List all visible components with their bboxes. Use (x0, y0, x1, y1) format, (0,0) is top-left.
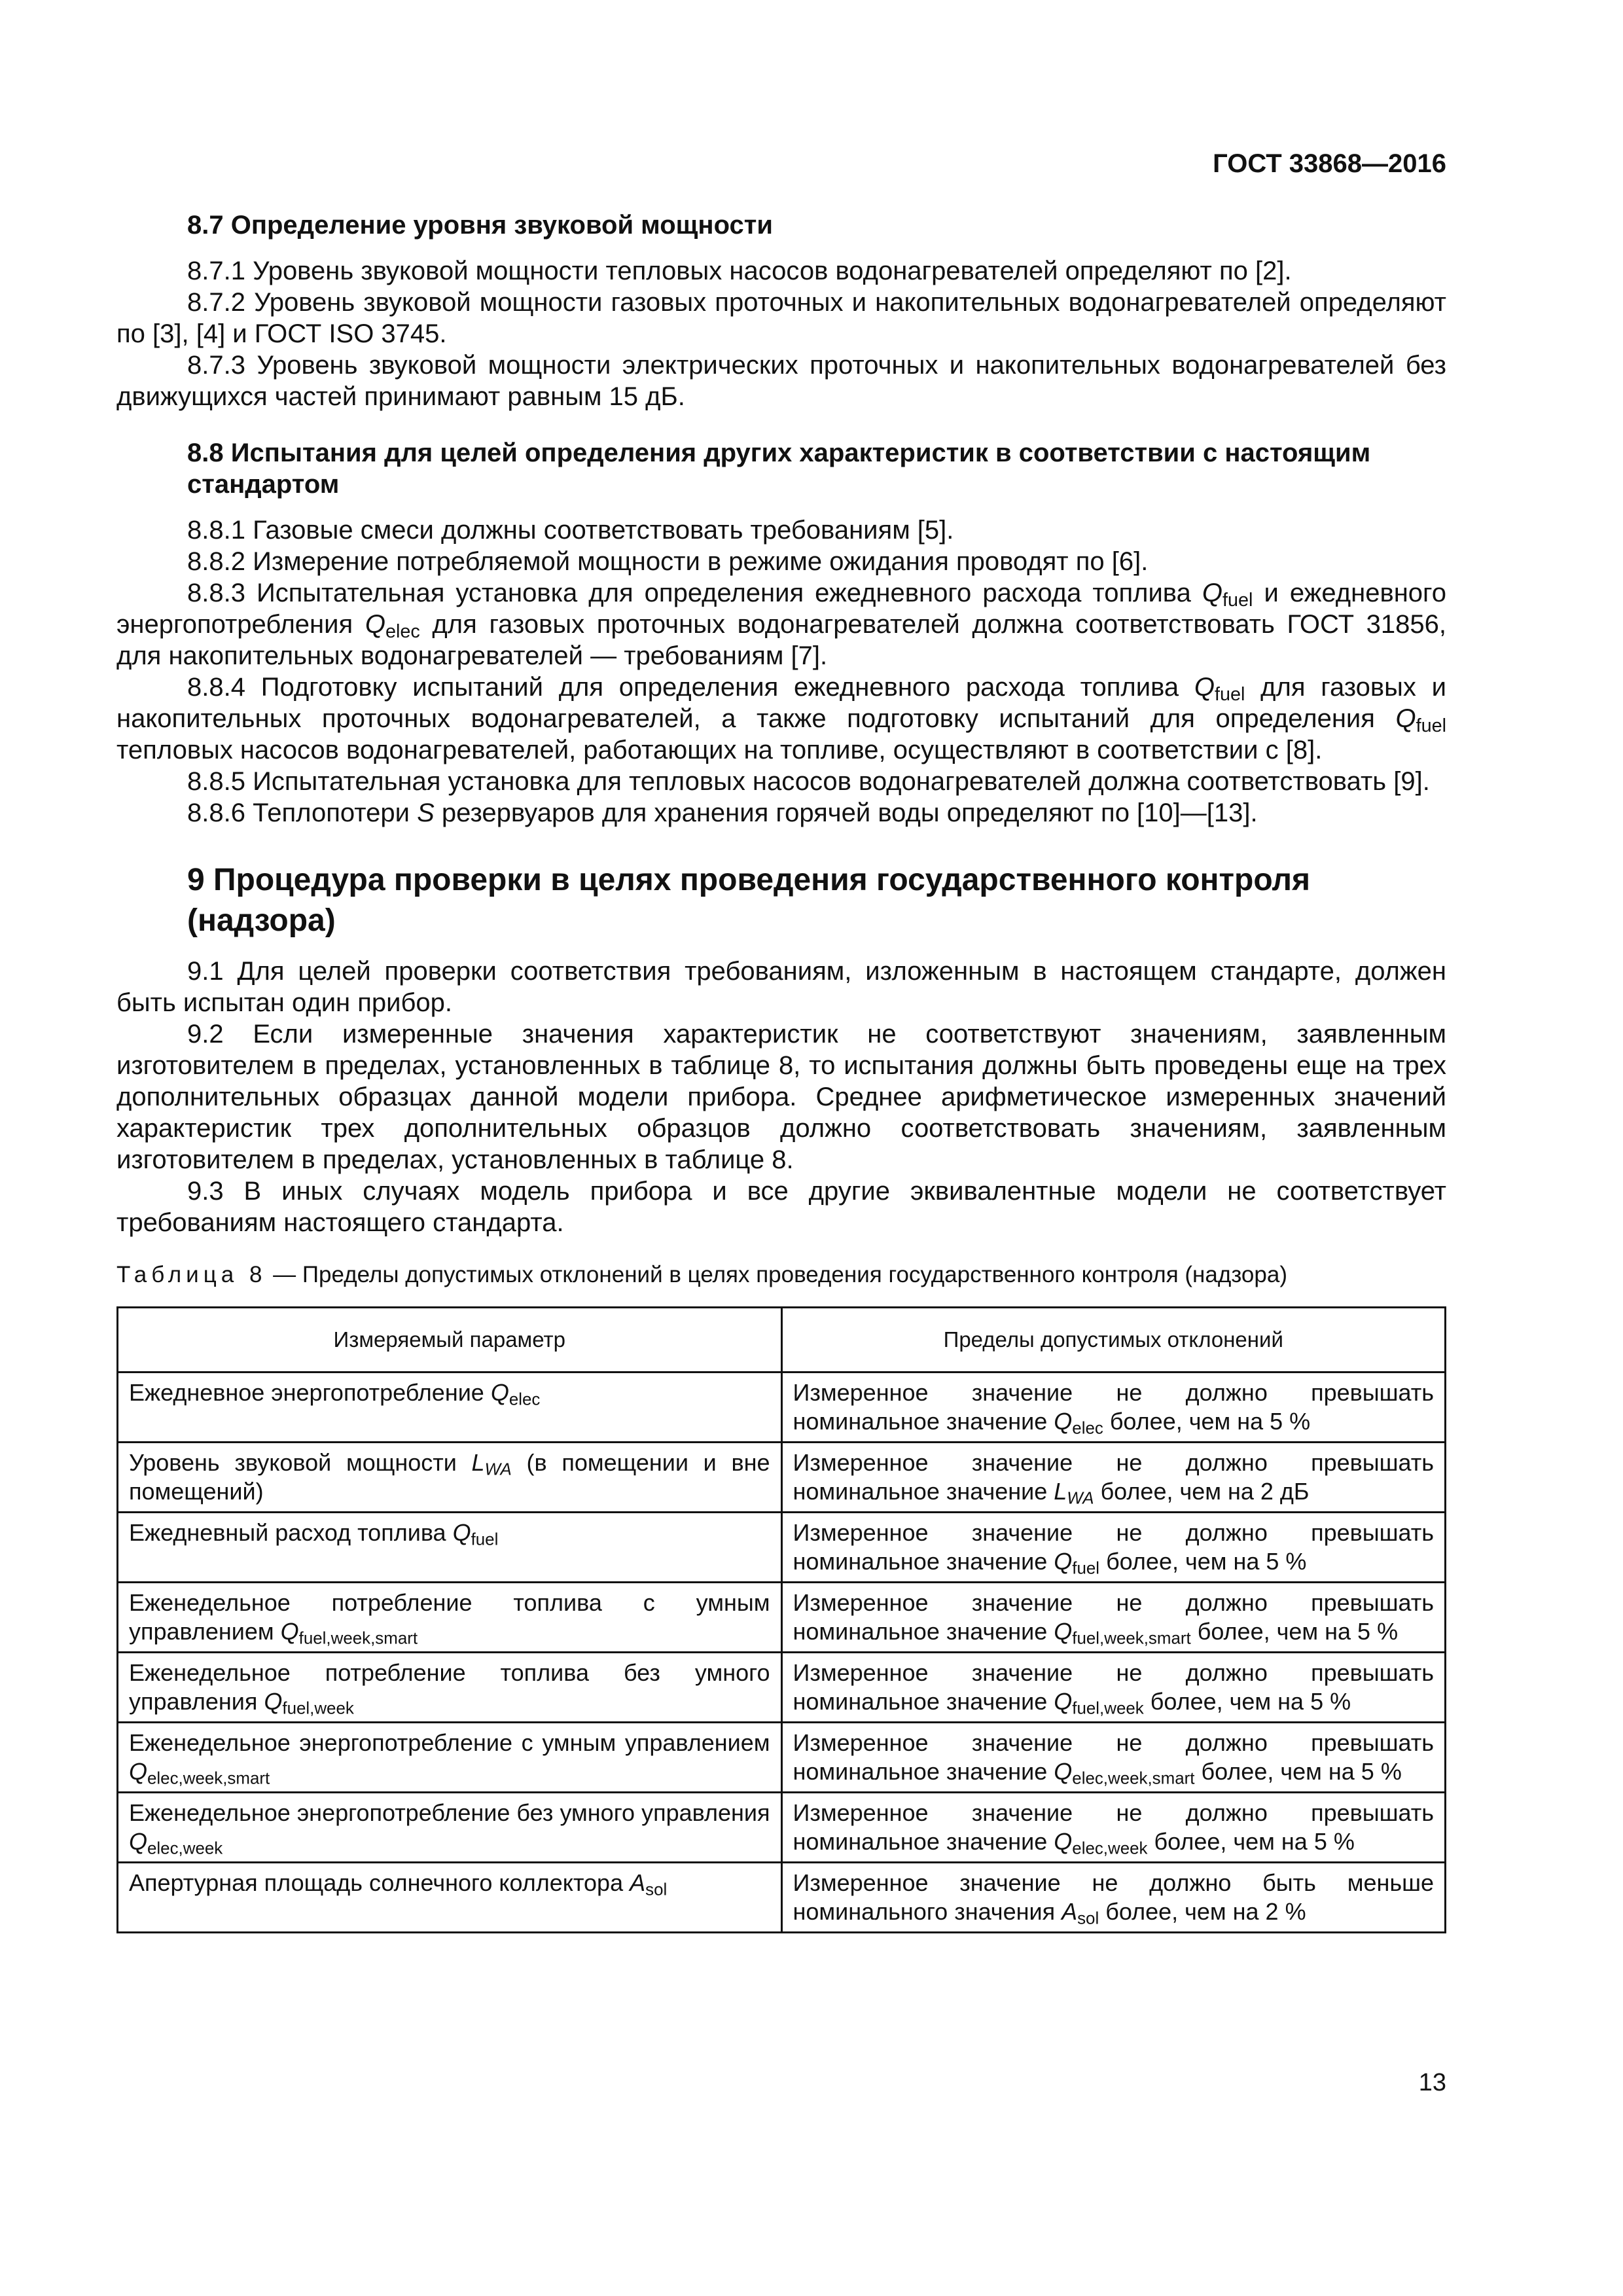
para-8-7-3: 8.7.3 Уровень звуковой мощности электрических проточных и накопительных водонагревателей без движущихся частей принимают равным 15 дБ. (116, 351, 1446, 411)
para-8-8-6-part: резервуаров для хранения горячей воды определяют по [10]—[13]. (434, 798, 1258, 827)
table-cell-limit (781, 1723, 1446, 1793)
table-cell-param (118, 1653, 782, 1723)
table-cell-limit (781, 1513, 1446, 1583)
cell-text: более, чем на 2 % (1099, 1898, 1306, 1925)
para-9-1: 9.1 Для целей проверки соответствия требованиям, изложенным в настоящем стандарте, должен быть испытан один прибор. (116, 957, 1446, 1017)
cell-text: более, чем на 5 % (1194, 1758, 1402, 1785)
cell-text: Измеренное значение не должно превышать номинальное значение (793, 1449, 1434, 1505)
cell-text: более, чем на 5 % (1099, 1548, 1307, 1575)
para-8-8-4-part: для газовых и накопительных проточных водонагревателей, а также подготовку испытаний для определения (116, 673, 1447, 733)
cell-text: (в помещении и вне помещений) (129, 1449, 770, 1505)
table-row (118, 1583, 1446, 1653)
cell-symbol: L (471, 1449, 485, 1476)
cell-subscript: elec,week,smart (147, 1769, 270, 1788)
table-cell-param (118, 1443, 782, 1513)
cell-symbol: Q (452, 1519, 471, 1546)
cell-symbol: Q (1054, 1618, 1073, 1645)
para-8-8-3-part: 8.8.3 Испытательная установка для определения ежедневного расхода топлива (187, 579, 1202, 607)
cell-text: Измеренное значение не должно превышать номинальное значение (793, 1379, 1434, 1435)
para-8-8-4-part: тепловых насосов водонагревателей, работающих на топливе, осуществляют в соответствии с [8]. (116, 736, 1323, 764)
table-row (118, 1723, 1446, 1793)
cell-symbol: Q (264, 1688, 283, 1715)
cell-symbol: Q (1054, 1548, 1073, 1575)
table-cell-limit (781, 1372, 1446, 1443)
section-8-7-title: 8.7 Определение уровня звуковой мощности (187, 211, 773, 240)
table-body (118, 1372, 1446, 1933)
cell-subscript: sol (1077, 1909, 1099, 1928)
cell-subscript: elec,week (1072, 1839, 1148, 1858)
table-row (118, 1653, 1446, 1723)
cell-subscript: sol (645, 1880, 668, 1899)
table-cell-param (118, 1372, 782, 1443)
para-8-8-6-part: 8.8.6 Теплопотери (187, 798, 418, 827)
cell-symbol: A (630, 1869, 646, 1896)
cell-subscript: fuel (471, 1530, 499, 1549)
cell-text: Измеренное значение не должно превышать номинальное значение (793, 1519, 1434, 1575)
cell-text: Измеренное значение не должно превышать номинальное значение (793, 1659, 1434, 1715)
cell-subscript: fuel,week (1072, 1699, 1144, 1718)
cell-subscript: elec,week (147, 1839, 223, 1858)
cell-subscript: fuel,week,smart (298, 1629, 418, 1648)
cell-text: Измеренное значение не должно превышать номинальное значение (793, 1589, 1434, 1645)
table-caption-text: — Пределы допустимых отклонений в целях проведения государственного контроля (надзора) (266, 1262, 1287, 1287)
cell-symbol: Q (1054, 1408, 1073, 1435)
cell-text: Еженедельное потребление топлива без умного управления (129, 1659, 770, 1715)
para-8-8-4-part: 8.8.4 Подготовку испытаний для определения ежедневного расхода топлива (187, 673, 1194, 702)
cell-text: Уровень звуковой мощности (129, 1449, 472, 1476)
cell-subscript: WA (484, 1460, 512, 1479)
symbol-q: Q (1194, 673, 1215, 702)
table-cell-param (118, 1513, 782, 1583)
cell-subscript: elec (508, 1390, 541, 1409)
cell-subscript: fuel (1072, 1559, 1100, 1578)
para-8-8-6 (116, 797, 1446, 829)
page-body (116, 143, 1446, 1933)
page-number: 13 (1418, 2069, 1446, 2096)
table-cell-limit (781, 1793, 1446, 1863)
subscript-fuel: fuel (1222, 590, 1253, 611)
table-caption (116, 1261, 1446, 1289)
cell-subscript: elec (1072, 1419, 1103, 1438)
table-row (118, 1443, 1446, 1513)
symbol-q: Q (1202, 579, 1223, 607)
table-row (118, 1863, 1446, 1933)
para-8-8-4 (116, 672, 1446, 766)
cell-text: более, чем на 5 % (1147, 1828, 1355, 1855)
cell-text: Измеренное значение не должно превышать номинальное значение (793, 1799, 1434, 1855)
cell-subscript: fuel,week,smart (1072, 1629, 1191, 1648)
para-8-8-1: 8.8.1 Газовые смеси должны соответствовать требованиям [5]. (187, 516, 954, 545)
cell-symbol: Q (280, 1618, 299, 1645)
cell-text: Еженедельное энергопотребление с умным управлением (129, 1729, 770, 1756)
cell-subscript: WA (1067, 1489, 1094, 1508)
cell-text: более, чем на 5 % (1143, 1688, 1351, 1715)
cell-text: более, чем на 5 % (1190, 1618, 1399, 1645)
cell-text: Еженедельное потребление топлива с умным управлением (129, 1589, 770, 1645)
section-8-8-title: 8.8 Испытания для целей определения других характеристик в соответствии с настоящим стандартом (187, 439, 1371, 499)
cell-symbol: Q (129, 1758, 148, 1785)
cell-text: более, чем на 5 % (1103, 1408, 1311, 1435)
table-header-row (118, 1308, 1446, 1372)
cell-symbol: Q (490, 1379, 509, 1406)
subscript-fuel: fuel (1416, 715, 1446, 737)
cell-symbol: L (1054, 1478, 1067, 1505)
para-8-7-1: 8.7.1 Уровень звуковой мощности тепловых насосов водонагревателей определяют по [2]. (187, 257, 1292, 285)
standard-code: ГОСТ 33868—2016 (1213, 149, 1446, 178)
cell-text: Ежедневный расход топлива (129, 1519, 453, 1546)
table-cell-param (118, 1863, 782, 1933)
cell-text: Апертурная площадь солнечного коллектора (129, 1869, 630, 1896)
cell-symbol: Q (1054, 1758, 1073, 1785)
table-row (118, 1372, 1446, 1443)
symbol-q: Q (365, 610, 385, 639)
cell-text: Измеренное значение не должно превышать номинальное значение (793, 1729, 1434, 1785)
table-cell-param (118, 1723, 782, 1793)
cell-subscript: elec,week,smart (1072, 1769, 1195, 1788)
cell-symbol: Q (1054, 1688, 1073, 1715)
symbol-q: Q (1395, 704, 1416, 733)
para-8-7-2: 8.7.2 Уровень звуковой мощности газовых проточных и накопительных водонагревателей определяют по [3], [4] и ГОСТ ISO 3745. (116, 288, 1446, 348)
cell-text: Ежедневное энергопотребление (129, 1379, 491, 1406)
para-8-8-3-part: для газовых проточных водонагревателей должна соответствовать ГОСТ 31856, для накопительных водонагревателей — требованиям [7]. (116, 610, 1447, 670)
table-header-limits: Пределы допустимых отклонений (781, 1308, 1446, 1372)
para-8-8-3-part: и ежедневного энергопотребления (116, 579, 1446, 639)
para-9-2: 9.2 Если измеренные значения характеристик не соответствуют значениям, заявленным изготовителем в пределах, установленных в таблице 8, то испытания должны быть проведены еще на трех дополнительных образцах данной модели прибора. Среднее арифметическое измеренных значений характеристик трех дополнительных образцов должно соответствовать значениям, заявленным изготовителем в пределах, установленных в таблице 8. (116, 1020, 1446, 1174)
table-cell-limit (781, 1863, 1446, 1933)
cell-subscript: fuel,week (282, 1699, 354, 1718)
tolerance-table (116, 1306, 1446, 1933)
symbol-s: S (417, 798, 435, 827)
subscript-elec: elec (385, 621, 420, 643)
table-caption-label: Таблица 8 (116, 1262, 267, 1287)
table-cell-limit (781, 1653, 1446, 1723)
cell-symbol: Q (129, 1828, 148, 1855)
table-row (118, 1513, 1446, 1583)
table-row (118, 1793, 1446, 1863)
para-8-8-2: 8.8.2 Измерение потребляемой мощности в режиме ожидания проводят по [6]. (187, 547, 1149, 576)
cell-text: Измеренное значение не должно быть меньше номинального значения (793, 1869, 1434, 1925)
para-9-3: 9.3 В иных случаях модель прибора и все другие эквивалентные модели не соответствует требованиям настоящего стандарта. (116, 1177, 1446, 1237)
cell-text: Еженедельное энергопотребление без умного управления (129, 1799, 770, 1826)
cell-text: более, чем на 2 дБ (1094, 1478, 1310, 1505)
table-cell-limit (781, 1443, 1446, 1513)
table-cell-limit (781, 1583, 1446, 1653)
para-8-8-5: 8.8.5 Испытательная установка для тепловых насосов водонагревателей должна соответствовать [9]. (187, 767, 1430, 796)
subscript-fuel: fuel (1215, 684, 1245, 706)
cell-symbol: Q (1054, 1828, 1073, 1855)
table-header-param: Измеряемый параметр (118, 1308, 782, 1372)
para-8-8-3 (116, 577, 1446, 672)
cell-symbol: A (1061, 1898, 1078, 1925)
table-cell-param (118, 1793, 782, 1863)
section-9-title: 9 Процедура проверки в целях проведения государственного контроля (надзора) (187, 863, 1310, 938)
table-cell-param (118, 1583, 782, 1653)
